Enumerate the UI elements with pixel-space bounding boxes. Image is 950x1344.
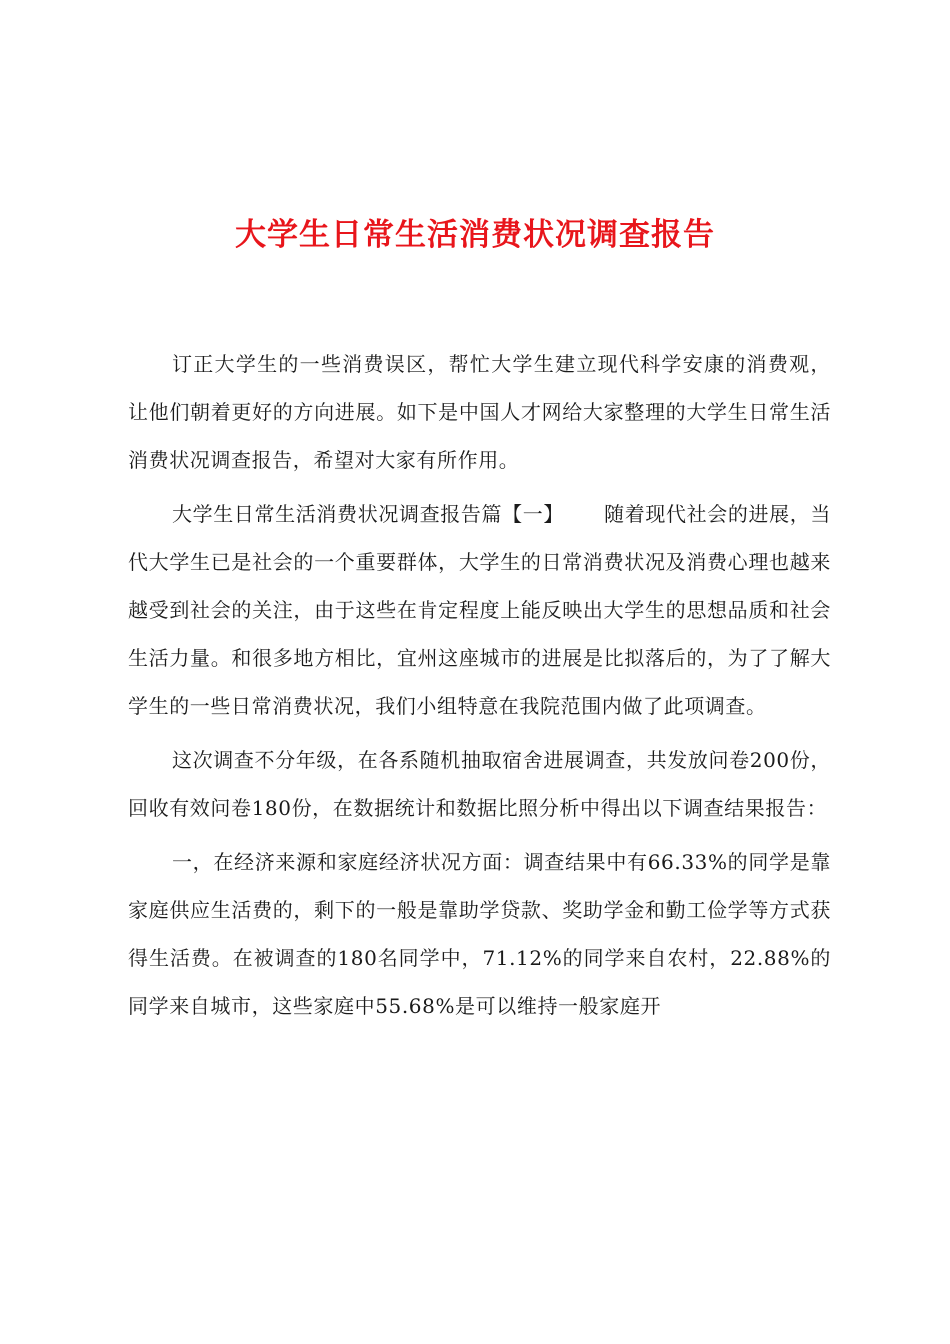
paragraph-section-one [128, 490, 831, 730]
section-heading: 大学生日常生活消费状况调查报告篇【一】 [172, 502, 565, 526]
document-title: 大学生日常生活消费状况调查报告 [235, 217, 715, 253]
paragraph-economic-source: 一，在经济来源和家庭经济状况方面：调查结果中有66.33%的同学是靠家庭供应生活费的，剩下的一般是靠助学贷款、奖助学金和勤工俭学等方式获得生活费。在被调查的180名同学中，71.12%的同学来自农村，22.88%的同学来自城市，这些家庭中55.68%是可以维持一般家庭开 [128, 850, 831, 1018]
paragraph-survey-method: 这次调查不分年级，在各系随机抽取宿舍进展调查，共发放问卷200份，回收有效问卷180份，在数据统计和数据比照分析中得出以下调查结果报告： [128, 748, 831, 820]
section-text: 随着现代社会的进展，当代大学生已是社会的一个重要群体，大学生的日常消费状况及消费心理也越来越受到社会的关注，由于这些在肯定程度上能反映出大学生的思想品质和社会生活力量。和很多地方相比，宜州这座城市的进展是比拟落后的，为了了解大学生的一些日常消费状况，我们小组特意在我院范围内做了此项调查。 [128, 502, 831, 718]
paragraph-intro: 订正大学生的一些消费误区，帮忙大学生建立现代科学安康的消费观，让他们朝着更好的方向进展。如下是中国人才网给大家整理的大学生日常生活消费状况调查报告，希望对大家有所作用。 [128, 352, 831, 472]
document-body [128, 340, 831, 1036]
